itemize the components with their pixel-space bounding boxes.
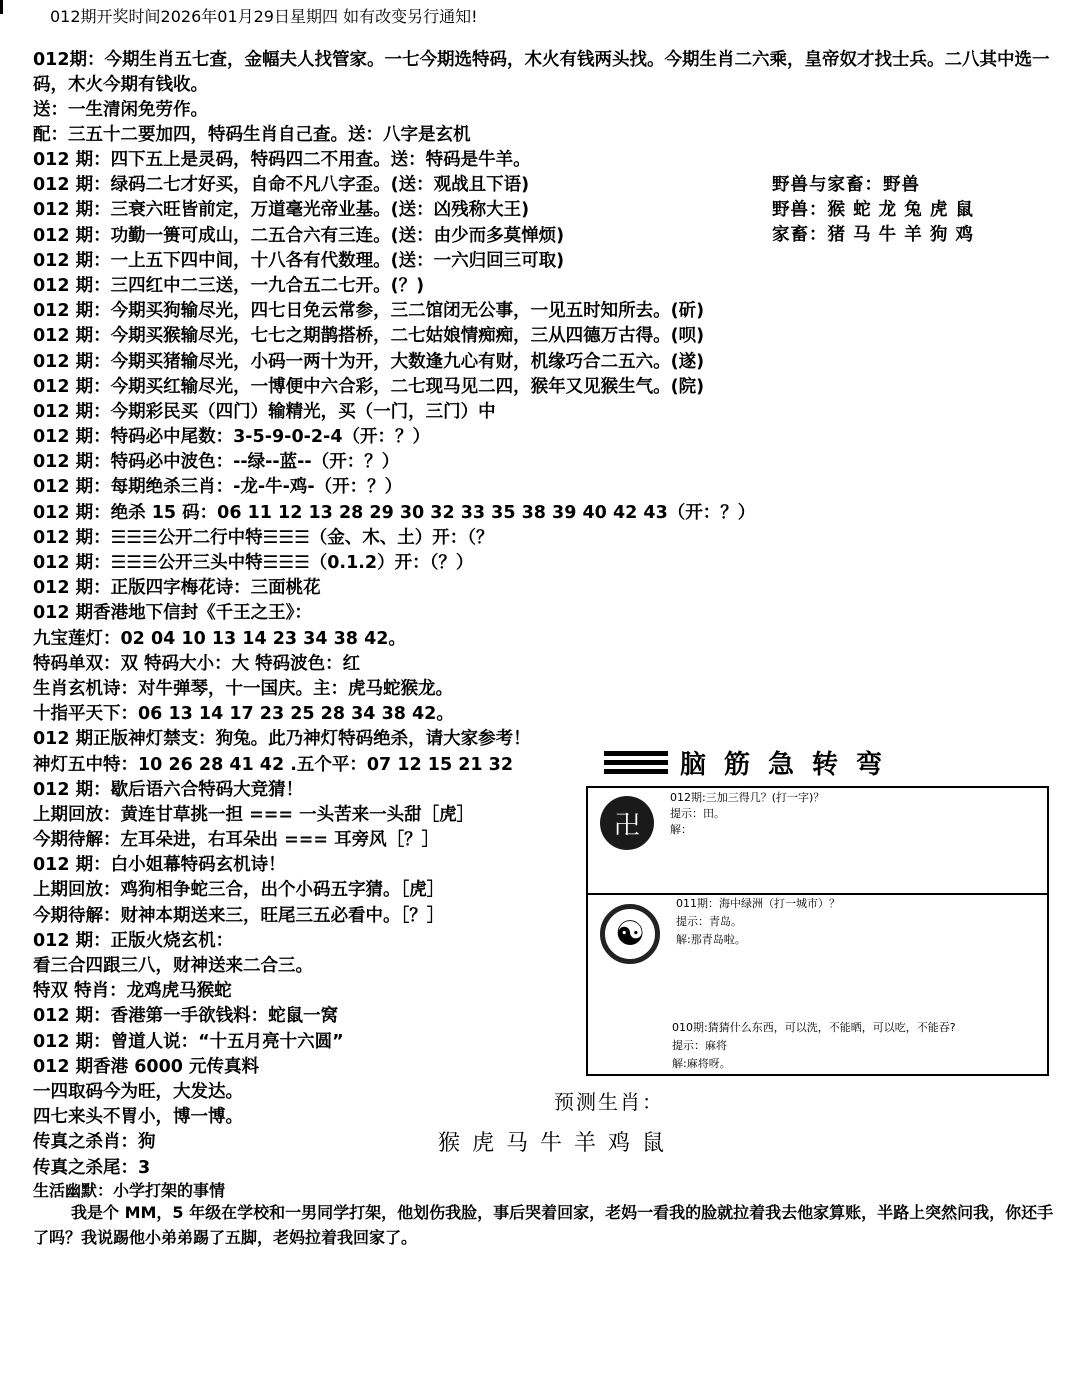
riddle-1-answer: 解： (670, 823, 692, 836)
predict-zodiac-label: 预测生肖： (554, 1090, 664, 1114)
line: 看三合四跟三八，财神送来二合三。 (33, 956, 313, 976)
zodiac-wild-list: 野兽：猴 蛇 龙 兔 虎 鼠 (772, 200, 974, 221)
line: 上期回放：黄连甘草挑一担 === 一头苦来一头甜［虎］ (33, 804, 475, 825)
zodiac-domestic-list: 家畜：猪 马 牛 羊 狗 鸡 (772, 225, 974, 246)
riddle-2-answer: 解:那青岛啦。 (676, 933, 746, 946)
brain-teaser-heading (604, 746, 900, 778)
humor-body: 我是个 MM，5 年级在学校和一男同学打架，他划伤我脸，事后哭着回家，老妈一看我的脸就拉着我去他家算账，半路上突然问我，你还手了吗？我说踢他小弟弟踢了五脚，老妈拉着我回家了。 (33, 1203, 1054, 1247)
line: 012 期：歇后语六合特码大竞猜！ (33, 779, 304, 800)
line: 012 期：功勤一篑可成山，二五合六有三连。(送：由少而多莫惮烦) (33, 225, 565, 246)
riddle-3-question: 010期:猜猜什么东西，可以洗，不能晒，可以吃，不能吞? (672, 1021, 956, 1034)
line: 012 期：白小姐幕特码玄机诗！ (33, 855, 286, 876)
line: 012 期：今期买狗输尽光，四七日免云常参，三二馆闭无公事，一见五时知所去。(斫) (33, 301, 705, 322)
yin-yang-bagua-icon: ☯ (600, 904, 660, 964)
zodiac-categories (772, 173, 974, 249)
riddle-3-answer: 解:麻将呀。 (672, 1057, 731, 1070)
draw-date-header: 012期开奖时间2026年01月29日星期四 如有改变另行通知! (50, 7, 478, 26)
line: 012 期：☰☰☰公开二行中特☰☰☰（金、木、土）开：（？ (33, 527, 494, 548)
line: 今期待解：财神本期送来三，旺尾三五必看中。［？］ (33, 905, 445, 926)
line: 012 期：今期买红输尽光，一博便中六合彩，二七现马见二四，猴年又见猴生气。(院) (33, 376, 705, 397)
line: 今期待解：左耳朵进，右耳朵出 === 耳旁风［？］ (33, 830, 440, 851)
line: 012 期：正版四字梅花诗：三面桃花 (33, 578, 321, 599)
corner-mark (0, 0, 3, 14)
line: 012 期：今期买猪输尽光，小码一两十为开，大数逢九心有财，机缘巧合二五六。(遂) (33, 351, 705, 372)
riddle-2-question: 011期：海中绿洲（打一城市）？ (676, 897, 840, 910)
predict-zodiac-values: 猴虎马牛羊鸡鼠 (438, 1131, 677, 1156)
line: 012 期：四下五上是灵码，特码四二不用查。送：特码是牛羊。 (33, 150, 531, 170)
line: 012 期：今期买猴输尽光，七七之期鹊搭桥，二七姑娘情痴痴，三从四德万古得。(呗) (33, 326, 705, 347)
line: 012 期：一上五下四中间，十八各有代数理。(送：一六归回三可取) (33, 250, 565, 271)
line: 特码单双：双 特码大小：大 特码波色：红 (33, 653, 361, 674)
line: 012 期香港地下信封《千王之王》： (33, 603, 312, 624)
line: 012 期：绿码二七才好买，自命不凡八字歪。(送：观战且下语) (33, 175, 530, 196)
line: 012 期正版神灯禁支：狗兔。此乃神灯特码绝杀，请大家参考！ (33, 729, 531, 750)
line: 012 期：曾道人说：“十五月亮十六圆” (33, 1031, 344, 1052)
line: 012 期：绝杀 15 码：06 11 12 13 28 29 30 32 33 35 38 39 40 42 43（开：？） (33, 502, 756, 523)
riddle-2-hint: 提示：青岛。 (676, 915, 742, 928)
riddle-1-question: 012期:三加三得几？(打一字)？ (670, 791, 825, 804)
line: 012 期：每期绝杀三肖：-龙-牛-鸡-（开：？） (33, 477, 403, 498)
line: 012 期：香港第一手欲钱料：蛇鼠一窝 (33, 1006, 339, 1027)
riddle-divider (588, 893, 1047, 895)
line: 特双 特肖：龙鸡虎马猴蛇 (33, 981, 232, 1002)
line: 四七来头不胃小，博一博。 (33, 1107, 243, 1128)
line: 神灯五中特：10 26 28 41 42 .五个平：07 12 15 21 32 (33, 754, 514, 775)
line: 一四取码今为旺，大发达。 (33, 1081, 243, 1102)
line: 012 期：今期彩民买（四门）输精光，买（一门，三门）中 (33, 401, 496, 422)
intro-block (33, 48, 1063, 148)
riddle-1-hint: 提示：田。 (670, 807, 725, 820)
line: 传真之杀肖：狗 (33, 1132, 156, 1153)
humor-title: 生活幽默：小学打架的事情 (33, 1181, 226, 1200)
line: 012 期：特码必中波色：--绿--蓝--（开：？） (33, 452, 400, 473)
line: 传真之杀尾：3 (33, 1157, 151, 1178)
line: 012 期：特码必中尾数：3-5-9-0-2-4（开：？） (33, 427, 430, 448)
intro-pairing: 配：三五十二要加四，特码生肖自己查。送：八字是玄机 (33, 125, 471, 145)
line: 九宝莲灯：02 04 10 13 14 23 34 38 42。 (33, 628, 406, 649)
line: 012 期：☰☰☰公开三头中特☰☰☰（0.1.2）开：（？） (33, 553, 474, 573)
heading-bars-icon (604, 751, 668, 774)
line: 生肖玄机诗：对牛弹琴，十一国庆。主：虎马蛇猴龙。 (33, 678, 453, 699)
riddle-3-hint: 提示：麻将 (672, 1039, 727, 1052)
swastika-emblem-icon: 卍 (600, 796, 654, 850)
line: 上期回放：鸡狗相争蛇三合，出个小码五字猜。［虎］ (33, 880, 445, 901)
intro-gift: 送：一生清闲免劳作。 (33, 100, 208, 120)
zodiac-wild-vs-domestic: 野兽与家畜：野兽 (772, 175, 920, 195)
line: 012 期：三四红中二三送，一九合五二七开。(？) (33, 275, 425, 296)
line: 012 期：正版火烧玄机： (33, 930, 234, 951)
brain-teaser-title: 脑筋急转弯 (680, 749, 901, 780)
line: 012 期香港 6000 元传真料 (33, 1056, 260, 1077)
riddle-box (586, 786, 1049, 1076)
line: 十指平天下：06 13 14 17 23 25 28 34 38 42。 (33, 704, 454, 725)
intro-poem: 012期：今期生肖五七查，金幅夫人找管家。一七今期选特码，木火有钱两头找。今期生肖二六乘，皇帝奴才找士兵。二八其中选一码，木火今期有钱收。 (33, 50, 1050, 95)
line: 012 期：三衰六旺皆前定，万道毫光帝业基。(送：凶残称大王) (33, 200, 530, 221)
